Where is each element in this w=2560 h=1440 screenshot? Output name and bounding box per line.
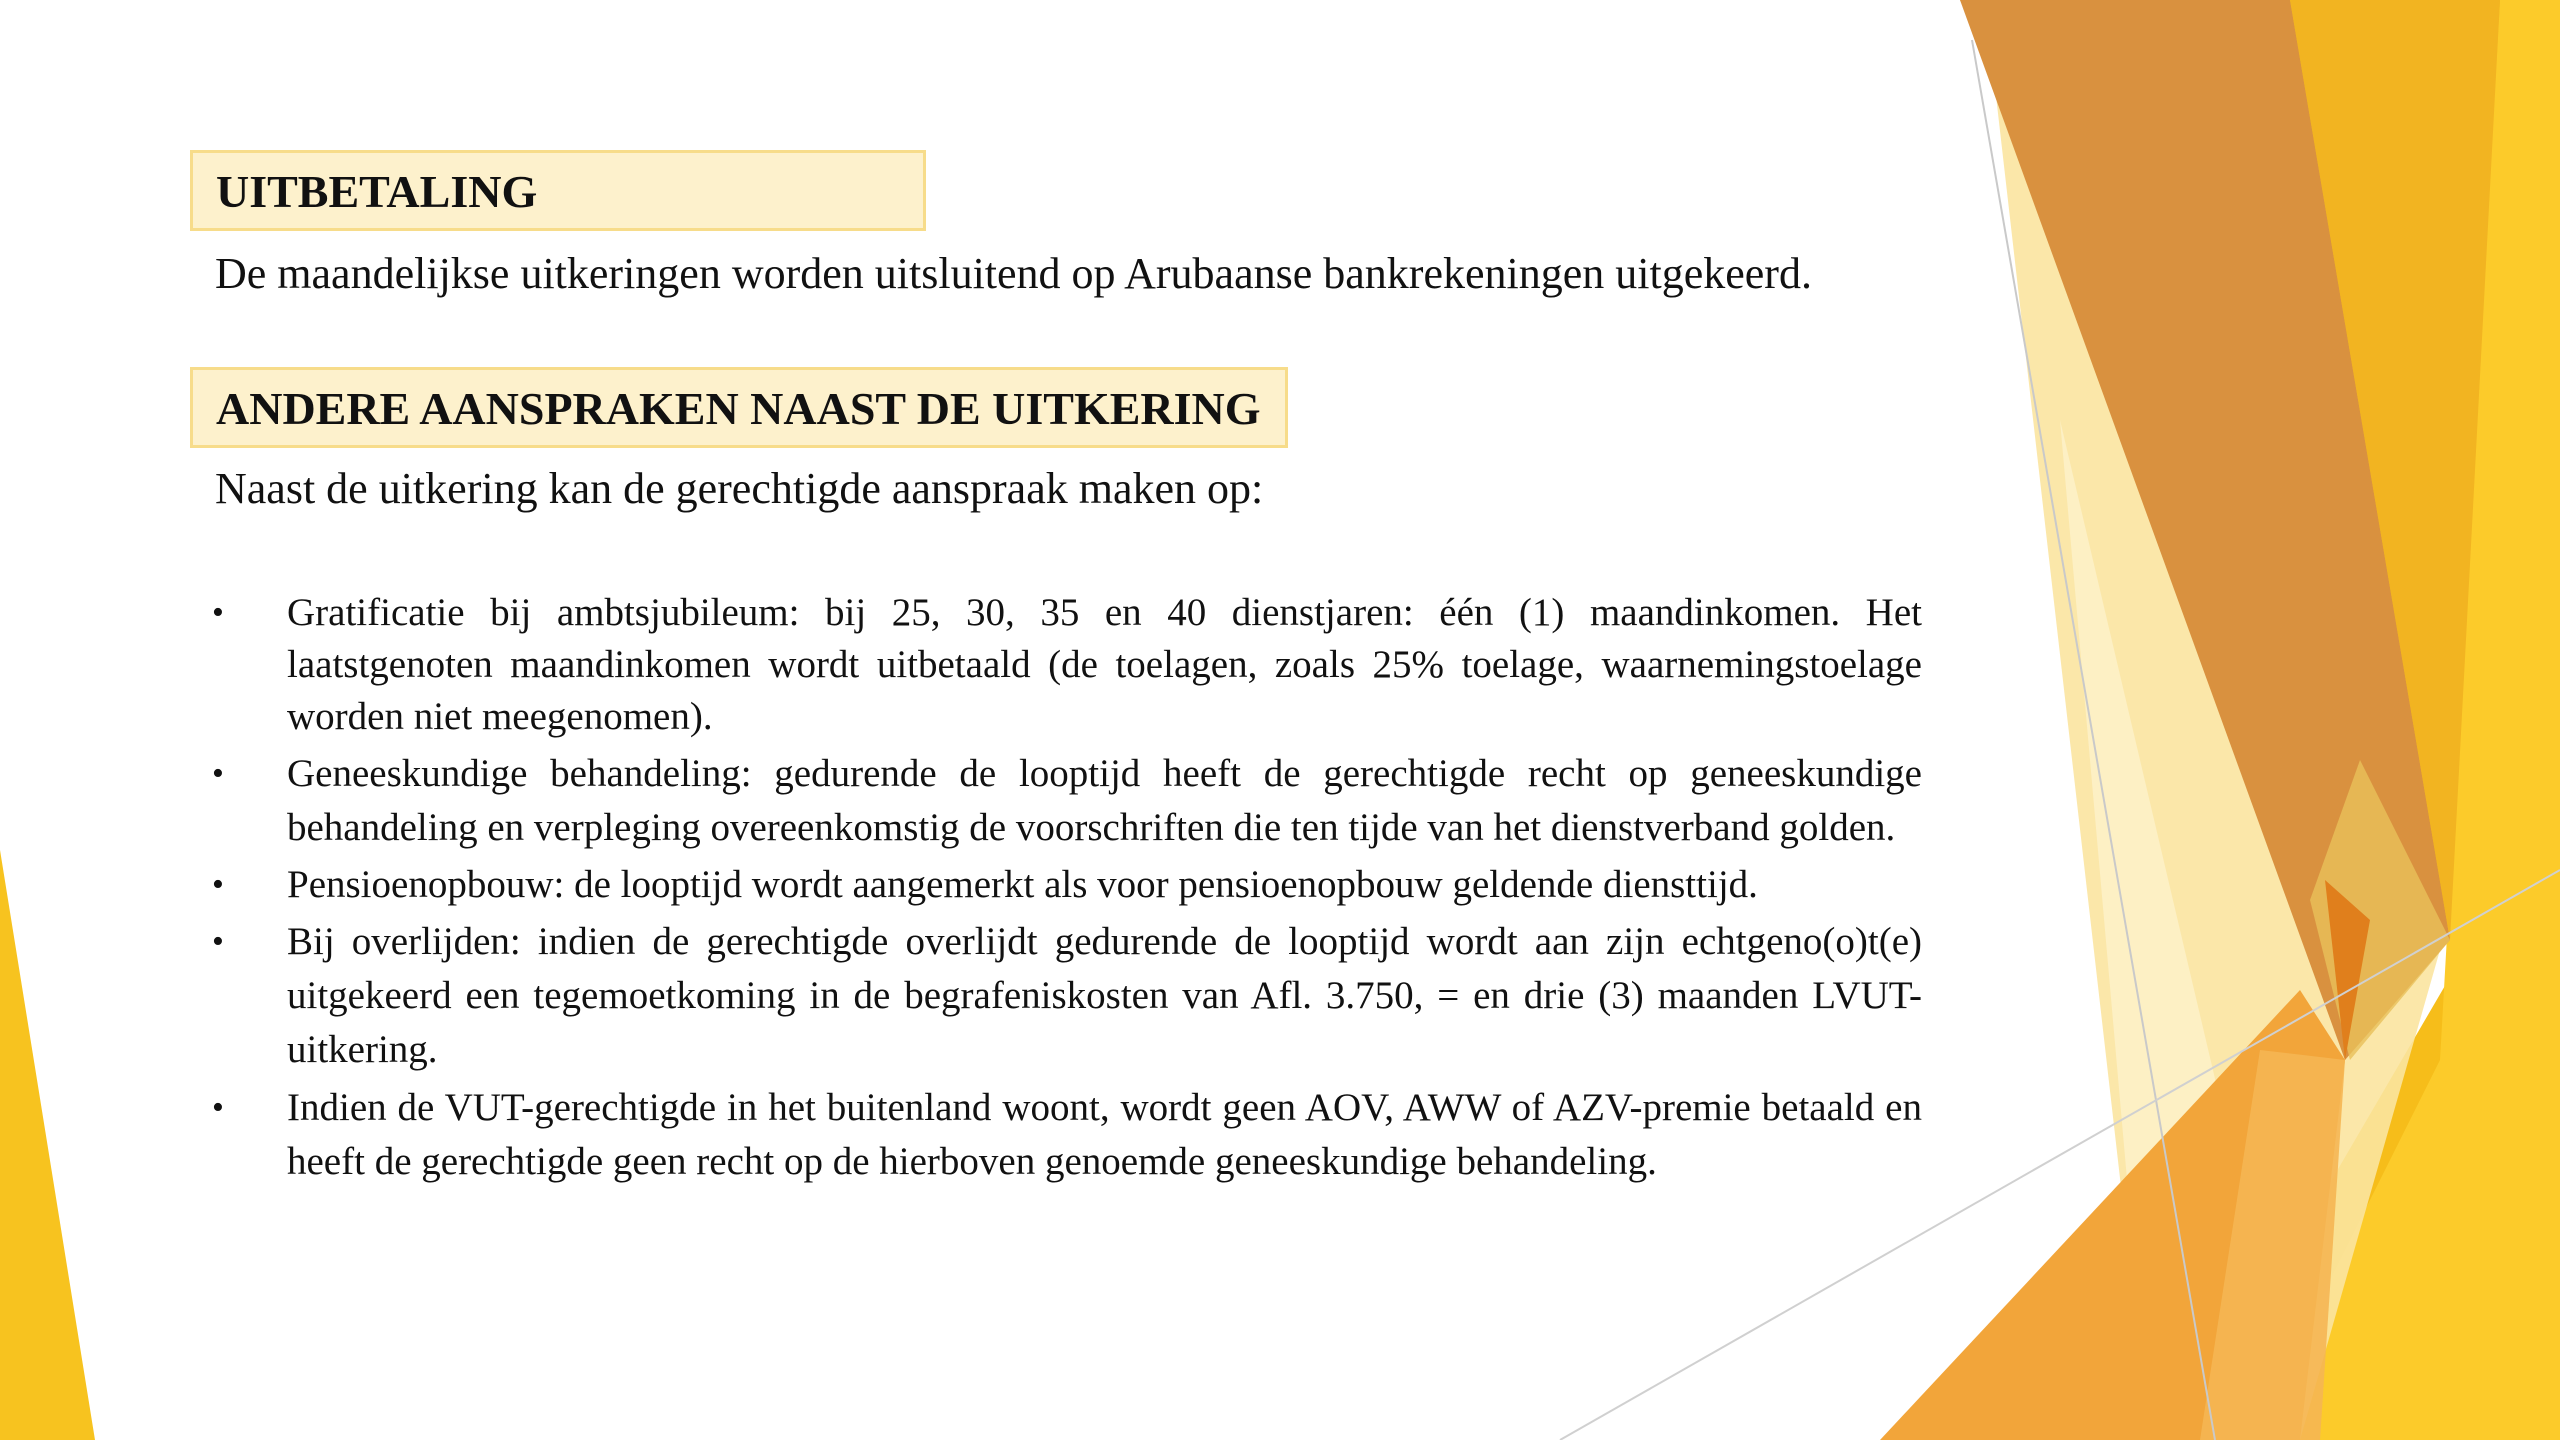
heading-uitbetaling: UITBETALING xyxy=(216,166,538,217)
bullet-text: Indien de VUT-gerechtigde in het buitenland woont, wordt geen AOV, AWW of AZV-premie betaald en heeft de gerechtigde geen recht op de hierboven genoemde geneeskundige behandeling. xyxy=(287,1086,1922,1183)
bullet-list xyxy=(212,587,1922,1193)
bullet-item-pensioenopbouw xyxy=(212,859,1922,911)
bullet-dot: • xyxy=(212,1089,224,1126)
bullet-dot: • xyxy=(212,594,224,631)
bullet-dot: • xyxy=(212,755,224,792)
paragraph-uitbetaling: De maandelijkse uitkeringen worden uitsluitend op Arubaanse bankrekeningen uitgekeerd. xyxy=(215,249,1812,298)
bullet-text: Pensioenopbouw: de looptijd wordt aangemerkt als voor pensioenopbouw geldende diensttijd. xyxy=(287,863,1758,906)
bullet-text: Geneeskundige behandeling: gedurende de looptijd heeft de gerechtigde recht op geneeskundige behandeling en verpleging overeenkomstig de voorschriften die ten tijde van het dienstverband golden. xyxy=(287,752,1922,849)
paragraph-andere-aanspraken: Naast de uitkering kan de gerechtigde aanspraak maken op: xyxy=(215,464,1264,513)
bullet-dot: • xyxy=(212,866,224,903)
bullet-item-gratificatie xyxy=(212,587,1922,743)
bullet-item-overlijden xyxy=(212,915,1922,1077)
bullet-text: Bij overlijden: indien de gerechtigde overlijdt gedurende de looptijd wordt aan zijn echtgeno(o)t(e) uitgekeerd een tegemoetkoming in de begrafeniskosten van Afl. 3.750, = en drie (3) maanden LVUT-uitkering. xyxy=(287,920,1922,1071)
deco-shape-left-sliver xyxy=(0,850,95,1440)
bullet-dot: • xyxy=(212,923,224,960)
bullet-item-geneeskundige xyxy=(212,747,1922,855)
bullet-item-buitenland xyxy=(212,1081,1922,1189)
heading-andere-aanspraken: ANDERE AANSPRAKEN NAAST DE UITKERING xyxy=(216,383,1261,434)
bullet-text: Gratificatie bij ambtsjubileum: bij 25, 30, 35 en 40 dienstjaren: één (1) maandinkomen. Het laatstgenoten maandinkomen wordt uitbetaald (de toelagen, zoals 25% toelage, waarnemingstoelage worden niet meegenomen). xyxy=(287,591,1922,738)
